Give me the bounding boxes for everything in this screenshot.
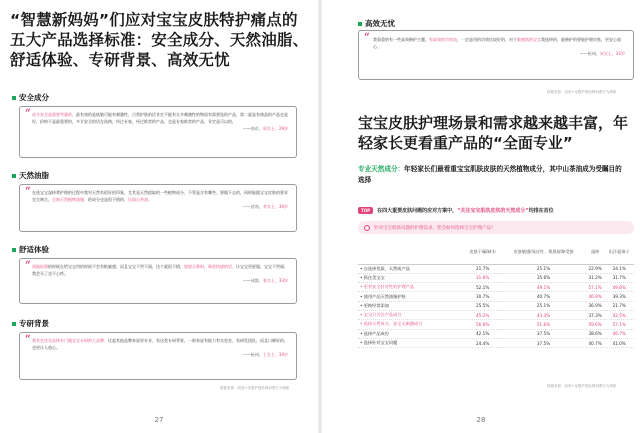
quote-box	[19, 184, 297, 232]
table-cell: 31.6%	[464, 273, 501, 282]
table-cell: 35.6%	[501, 273, 585, 282]
table-row	[358, 329, 634, 338]
row-label: • 更有安全针对性的护理产品	[358, 283, 464, 292]
table-cell: 43.3%	[501, 310, 585, 319]
section-square-icon	[12, 174, 16, 178]
source-note: 数据来源：凯度+母婴护理品牌消费行为调研	[547, 90, 617, 94]
page-number: 28	[476, 416, 486, 424]
quote-box	[19, 258, 297, 304]
table-cell: 42.1%	[464, 329, 501, 338]
section-square-icon	[12, 322, 16, 326]
table-row	[358, 338, 634, 347]
row-label: • 宝宝只关注产品成分	[358, 310, 464, 319]
table-header: 出汗起痱子	[605, 240, 635, 264]
table-cell: 59.6%	[586, 320, 605, 329]
quote-segment: 最有效的是低敏可能有刺激性，日常护肤的话肯定不能有太多刺激性的物质有需要选的产品，第二就是有商品的产品也是好，价格不是最重要的，多半安全的话在选购，经过专家、经过推荐的产品，也是专家推荐的产品，肯定是可以的，	[32, 112, 288, 125]
quote-box	[19, 332, 297, 380]
row-label: • 自选择优质、天然或产品	[358, 264, 464, 273]
row-label: • 更换经常添加	[358, 301, 464, 310]
page-number: 27	[154, 416, 164, 424]
quote-mark-icon: “	[25, 108, 31, 119]
survey-table	[358, 240, 634, 348]
table-cell: 57.1%	[605, 320, 635, 329]
table-cell: 21.7%	[464, 264, 501, 273]
quote-box	[358, 30, 634, 80]
section-square-icon	[12, 248, 16, 252]
row-label: • 选择天然成分、安全无刺激成分	[358, 320, 464, 329]
quote-author: ——杭州，宋女士，32岁	[579, 51, 625, 57]
table-cell: 39.3%	[605, 292, 635, 301]
quote-segment: 我肯定优先选择专门做宝宝专研的大品牌，	[32, 338, 108, 343]
quote-author: ——成都，张女士，33岁	[242, 278, 288, 284]
table-cell: 56.6%	[464, 320, 501, 329]
page-title: “智慧新妈妈”们应对宝宝皮肤特护痛点的五大产品选择标准：安全成分、天然油脂、舒适体验、专研背景、高效无忧	[10, 11, 309, 69]
quote-segment: 成分安全是重要考量的，	[32, 112, 76, 117]
quote-segment: 比起其他品牌来说更专业，有这类专研背景，一般来说有能力有实验室，有研发团队，而且口碑好的，也更让人放心。	[32, 338, 288, 351]
table-cell: 42.5%	[605, 310, 635, 319]
quote-segment: 全新天然植物油脂，	[52, 197, 88, 203]
table-cell: 24.1%	[605, 264, 635, 273]
table-row	[358, 310, 634, 319]
page-28	[322, 0, 640, 433]
table-header: 湿疹	[586, 240, 605, 264]
section-heading: 天然油脂	[12, 170, 49, 181]
table-row	[358, 264, 634, 273]
table-cell: 57.1%	[586, 283, 605, 292]
section-title: 宝宝皮肤护理场景和需求越来越丰富，年轻家长更看重产品的“全面专业”	[358, 114, 629, 152]
quote-mark-icon: “	[25, 334, 31, 345]
quote-mark-icon: “	[25, 260, 31, 271]
table-cell: 36.9%	[586, 301, 605, 310]
table-cell: 22.9%	[586, 264, 605, 273]
quote-author: ——南京，周女士，29岁	[242, 126, 288, 132]
table-row	[358, 320, 634, 329]
table-cell: 38.6%	[586, 329, 605, 338]
source-note: 数据来源：凯度+母婴护理品牌消费行为调研	[220, 386, 290, 390]
table-cell: 24.4%	[464, 338, 501, 347]
table-cell: 51.6%	[501, 320, 585, 329]
table-row	[358, 301, 634, 310]
section-square-icon	[358, 22, 362, 26]
quote-text	[371, 36, 625, 50]
section-heading: 舒适体验	[12, 244, 49, 255]
quote-segment: 在选宝宝湿疹膏护理的过程中我对天然有很好的印象，尤其是天然提取的一些植物成分，不管是含有哪些、要做下去的，同时能跟宝宝皮肤的要求完全吻合，	[32, 190, 288, 203]
quote-segment: 如果无香料，吸收快速的话，	[184, 264, 236, 269]
table-cell: 30.7%	[464, 292, 501, 301]
quote-author: ——杭州，王女士，34岁	[242, 352, 288, 358]
table-cell: 46.7%	[605, 329, 635, 338]
top-finding: TOP 在四大重要皮肤问题的应对方案中，“关注宝宝肌肤皮肤的天然成分”均排在首位	[358, 207, 554, 214]
row-label: • 使用产品天然油脂护肤	[358, 292, 464, 301]
quote-segment: 敏感肌的宝宝	[517, 37, 541, 42]
table-cell: 21.7%	[605, 301, 635, 310]
table-cell: 37.3%	[586, 310, 605, 319]
table-header: 皮肤敏感/易泛红、肌肤屏障受损	[501, 240, 585, 264]
quote-segment: 让宝宝更舒服，宝宝不哭闹，我会买了也不心疼。	[32, 264, 288, 277]
question-circle-icon	[364, 225, 370, 231]
row-label: • 选择产品成份	[358, 329, 464, 338]
table-cell: 40.7%	[586, 338, 605, 347]
table-cell: 25.1%	[501, 301, 585, 310]
section-subtitle: 专业天然成分：年轻家长们最看重宝宝肌肤皮肤的天然植物成分，其中山茶油成为受瞩目的选择	[358, 165, 622, 184]
quote-text	[30, 263, 288, 277]
table-cell: 52.1%	[464, 283, 501, 292]
table-cell: 45.2%	[464, 310, 501, 319]
quote-segment: 我选择的，能修护的要能护理皮肤，更安心放心。	[373, 37, 621, 50]
quote-text	[30, 111, 288, 125]
table-row	[358, 273, 634, 282]
survey-question: 针对宝宝肌肤问题的护理需求，您会如何选择宝宝护理产品？	[358, 221, 634, 234]
quote-box	[19, 106, 297, 158]
row-label: • 抓住美宝宝	[358, 273, 464, 282]
quote-segment: 质地轻薄	[32, 264, 48, 269]
quote-segment: 我看重的有一些高效修护主题，	[373, 37, 429, 42]
table-cell: 31.7%	[605, 273, 635, 282]
table-cell: 49.1%	[501, 283, 585, 292]
quote-text	[30, 189, 288, 203]
table-cell: 25.1%	[501, 264, 585, 273]
quote-text	[30, 337, 288, 351]
section-heading: 高效无忧	[358, 18, 395, 29]
quote-segment: 的时候在给宝宝用的时候不会有粘腻感，而且宝宝不哭不闹，这个就很不错，	[48, 264, 184, 269]
quote-author: ——济南，李女士，30岁	[242, 204, 288, 210]
table-row	[358, 283, 634, 292]
quote-segment: 的成分也是很不错的，	[88, 197, 128, 203]
table-header: 皮肤干燥/缺水	[464, 240, 501, 264]
table-cell: 37.5%	[501, 329, 585, 338]
quote-segment: ，一定是用的功效比较好的，对于	[457, 37, 517, 42]
table-cell: 41.0%	[605, 338, 635, 347]
table-cell: 25.5%	[464, 301, 501, 310]
quote-mark-icon: “	[25, 186, 31, 197]
table-cell: 31.2%	[586, 273, 605, 282]
section-square-icon	[12, 96, 16, 100]
quote-segment: 有高效的功效表	[429, 37, 457, 42]
section-heading: 专研背景	[12, 318, 49, 329]
quote-mark-icon: “	[364, 32, 370, 43]
row-label: • 选择针对宝宝问题	[358, 338, 464, 347]
source-note: 数据来源：凯度+母婴护理品牌消费行为调研	[547, 384, 617, 388]
table-cell: 37.5%	[501, 338, 585, 347]
page-27	[0, 0, 318, 433]
table-row	[358, 292, 634, 301]
top-badge: TOP	[358, 207, 373, 214]
quote-segment: 比如山茶油。	[128, 197, 152, 203]
table-cell: 49.8%	[605, 283, 635, 292]
section-heading: 安全成分	[12, 92, 49, 103]
table-cell: 46.9%	[586, 292, 605, 301]
table-cell: 40.7%	[501, 292, 585, 301]
table-header	[358, 240, 464, 264]
